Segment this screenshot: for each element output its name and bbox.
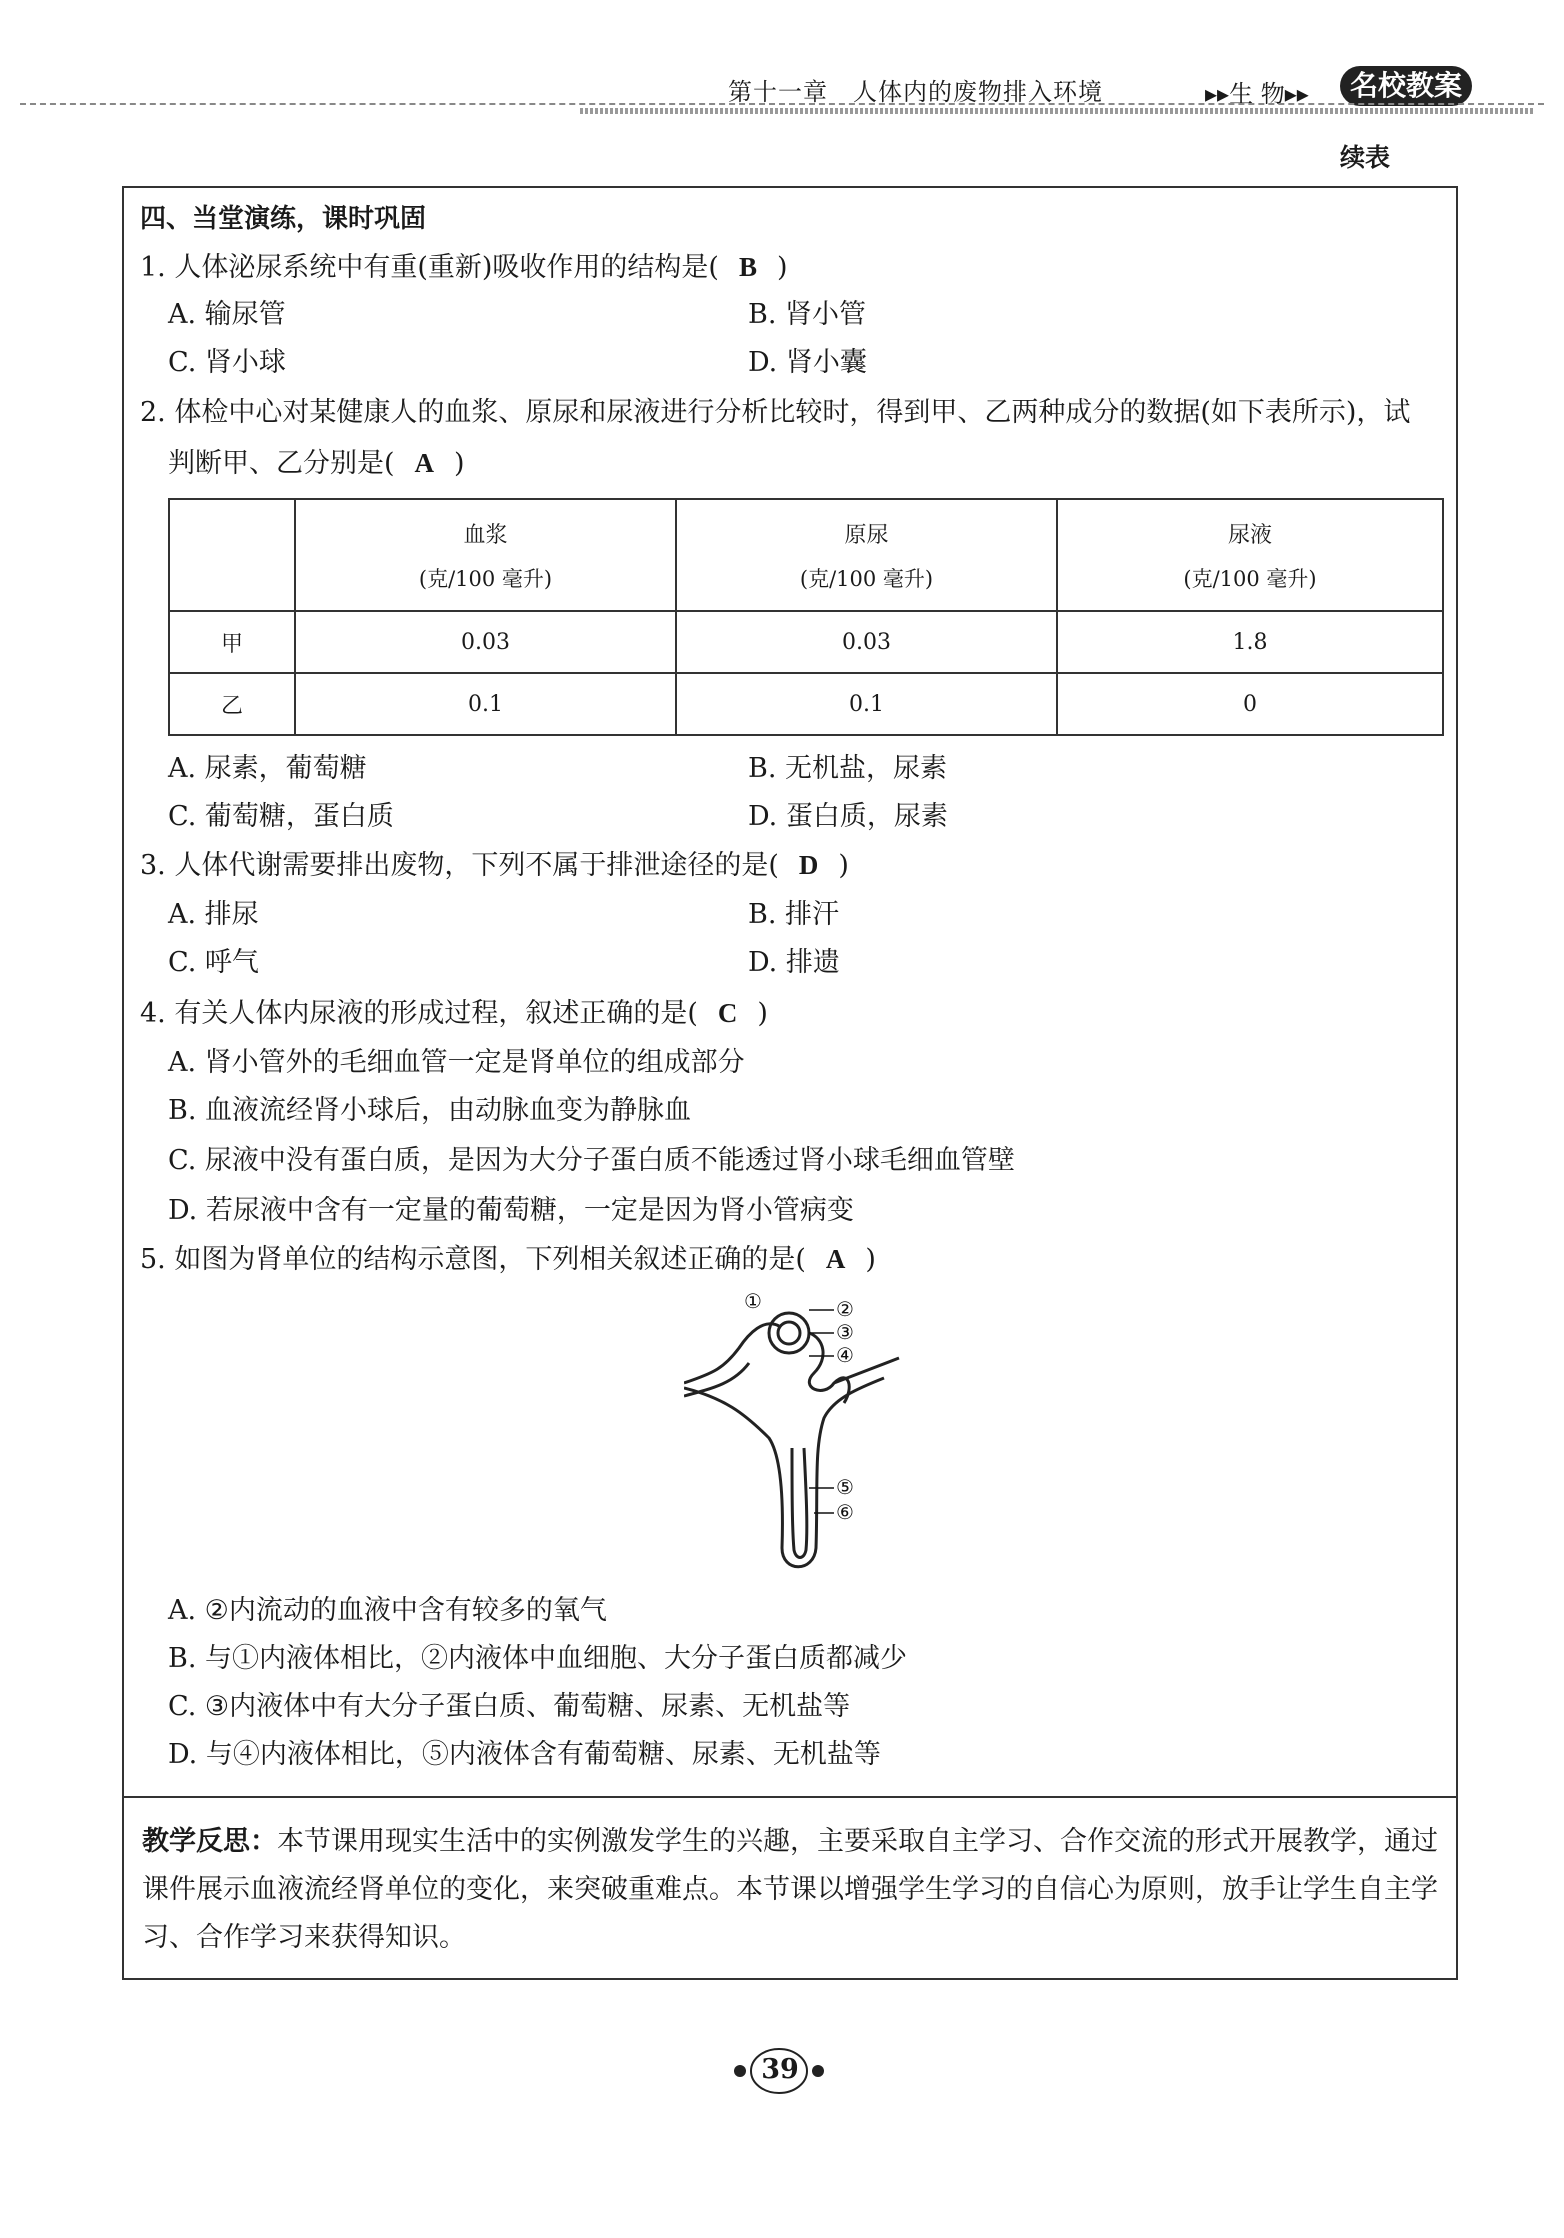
q3-option-c: C. 呼气	[168, 947, 259, 978]
label-3: ③	[836, 1320, 854, 1344]
q1-option-d: D. 肾小囊	[748, 347, 867, 378]
q4-option-b: B. 血液流经肾小球后，由动脉血变为静脉血	[168, 1095, 692, 1126]
label-5: ⑤	[836, 1475, 854, 1499]
teaching-reflection	[142, 1818, 1438, 1962]
q2-option-a: A. 尿素，葡萄糖	[168, 753, 367, 784]
section-title: 四、当堂演练，课时巩固	[140, 204, 427, 234]
question-2: 判断甲、乙分别是( A )	[168, 448, 465, 479]
page-number: 39	[761, 2054, 799, 2085]
q5-option-a: A. ②内流动的血液中含有较多的氧气	[168, 1595, 607, 1626]
q3-stem: 3. 人体代谢需要排出废物，下列不属于排泄途径的是(	[140, 850, 779, 881]
reflection-divider	[124, 1796, 1456, 1798]
q5-stem: 5. 如图为肾单位的结构示意图，下列相关叙述正确的是(	[140, 1244, 806, 1275]
q5-option-c: C. ③内液体中有大分子蛋白质、葡萄糖、尿素、无机盐等	[168, 1691, 851, 1722]
question-1: 1. 人体泌尿系统中有重(重新)吸收作用的结构是( B )	[140, 252, 788, 283]
table-cell: 1.8	[1057, 611, 1443, 673]
continued-label: 续表	[1340, 143, 1391, 172]
nephron-diagram	[684, 1288, 904, 1588]
q3-answer: D	[798, 850, 819, 880]
table-header: 尿液 (克/100 毫升)	[1057, 499, 1443, 611]
row-label: 甲	[169, 611, 295, 673]
q1-stem: 1. 人体泌尿系统中有重(重新)吸收作用的结构是(	[140, 252, 719, 283]
row-label: 乙	[169, 673, 295, 735]
reflection-text: 本节课用现实生活中的实例激发学生的兴趣，主要采取自主学习、合作交流的形式开展教学，通过课件展示血液流经肾单位的变化，来突破重难点。本节课以增强学生学习的自信心为原则，放手让学生自主学习、合作学习来获得知识。	[142, 1826, 1438, 1953]
chapter-title: 第十一章 人体内的废物排入环境	[728, 78, 1103, 106]
q2-stem-line1: 2. 体检中心对某健康人的血浆、原尿和尿液进行分析比较时，得到甲、乙两种成分的数据(如下表所示)，试	[140, 397, 1411, 428]
brand-logo: 名校教案	[1340, 66, 1472, 106]
table-cell: 0	[1057, 673, 1443, 735]
loop-tube	[684, 1378, 884, 1567]
q5-answer: A	[825, 1244, 846, 1274]
glomerular-capsule	[769, 1313, 809, 1353]
q2-stem-line2: 判断甲、乙分别是(	[168, 448, 395, 479]
table-header: 血浆 (克/100 毫升)	[295, 499, 676, 611]
question-4: 4. 有关人体内尿液的形成过程，叙述正确的是( C )	[140, 998, 768, 1029]
q2-option-d: D. 蛋白质，尿素	[748, 801, 948, 832]
q2-option-b: B. 无机盐，尿素	[748, 753, 948, 784]
loop-henle	[792, 1448, 807, 1558]
label-4: ④	[836, 1343, 854, 1367]
table-cell: 0.1	[676, 673, 1057, 735]
q4-option-c: C. 尿液中没有蛋白质，是因为大分子蛋白质不能透过肾小球毛细血管壁	[168, 1145, 1015, 1176]
q1-option-c: C. 肾小球	[168, 347, 286, 378]
table-cell: 0.03	[676, 611, 1057, 673]
content-box	[122, 186, 1458, 1980]
subject-label: ▸▸生 物▸▸	[1205, 80, 1309, 108]
table-cell: 0.03	[295, 611, 676, 673]
q3-option-b: B. 排汗	[748, 899, 840, 930]
label-1: ①	[744, 1289, 762, 1313]
q1-option-b: B. 肾小管	[748, 299, 867, 330]
q4-stem: 4. 有关人体内尿液的形成过程，叙述正确的是(	[140, 998, 698, 1029]
table-header: 原尿 (克/100 毫升)	[676, 499, 1057, 611]
q4-option-a: A. 肾小管外的毛细血管一定是肾单位的组成部分	[168, 1047, 745, 1078]
q1-option-a: A. 输尿管	[168, 299, 286, 330]
question-5: 5. 如图为肾单位的结构示意图，下列相关叙述正确的是( A )	[140, 1244, 876, 1275]
table-row	[169, 611, 1443, 673]
data-table	[168, 498, 1444, 736]
question-3: 3. 人体代谢需要排出废物，下列不属于排泄途径的是( D )	[140, 850, 849, 881]
q3-option-a: A. 排尿	[168, 899, 259, 930]
label-6: ⑥	[836, 1500, 854, 1524]
table-row	[169, 673, 1443, 735]
table-cell: 0.1	[295, 673, 676, 735]
header-divider	[20, 103, 1544, 105]
q4-answer: C	[717, 998, 738, 1028]
table-corner	[169, 499, 295, 611]
q1-answer: B	[738, 252, 757, 282]
header-band	[580, 108, 1534, 114]
q5-option-d: D. 与④内液体相比，⑤内液体含有葡萄糖、尿素、无机盐等	[168, 1739, 881, 1770]
q2-answer: A	[414, 448, 435, 478]
glomerulus	[778, 1322, 800, 1344]
q2-option-c: C. 葡萄糖，蛋白质	[168, 801, 394, 832]
afferent-arteriole	[684, 1324, 779, 1383]
q3-option-d: D. 排遗	[748, 947, 840, 978]
q5-option-b: B. 与①内液体相比，②内液体中血细胞、大分子蛋白质都减少	[168, 1643, 908, 1674]
reflection-label: 教学反思：	[142, 1826, 277, 1857]
q4-option-d: D. 若尿液中含有一定量的葡萄糖，一定是因为肾小管病变	[168, 1195, 854, 1226]
label-2: ②	[836, 1297, 854, 1321]
